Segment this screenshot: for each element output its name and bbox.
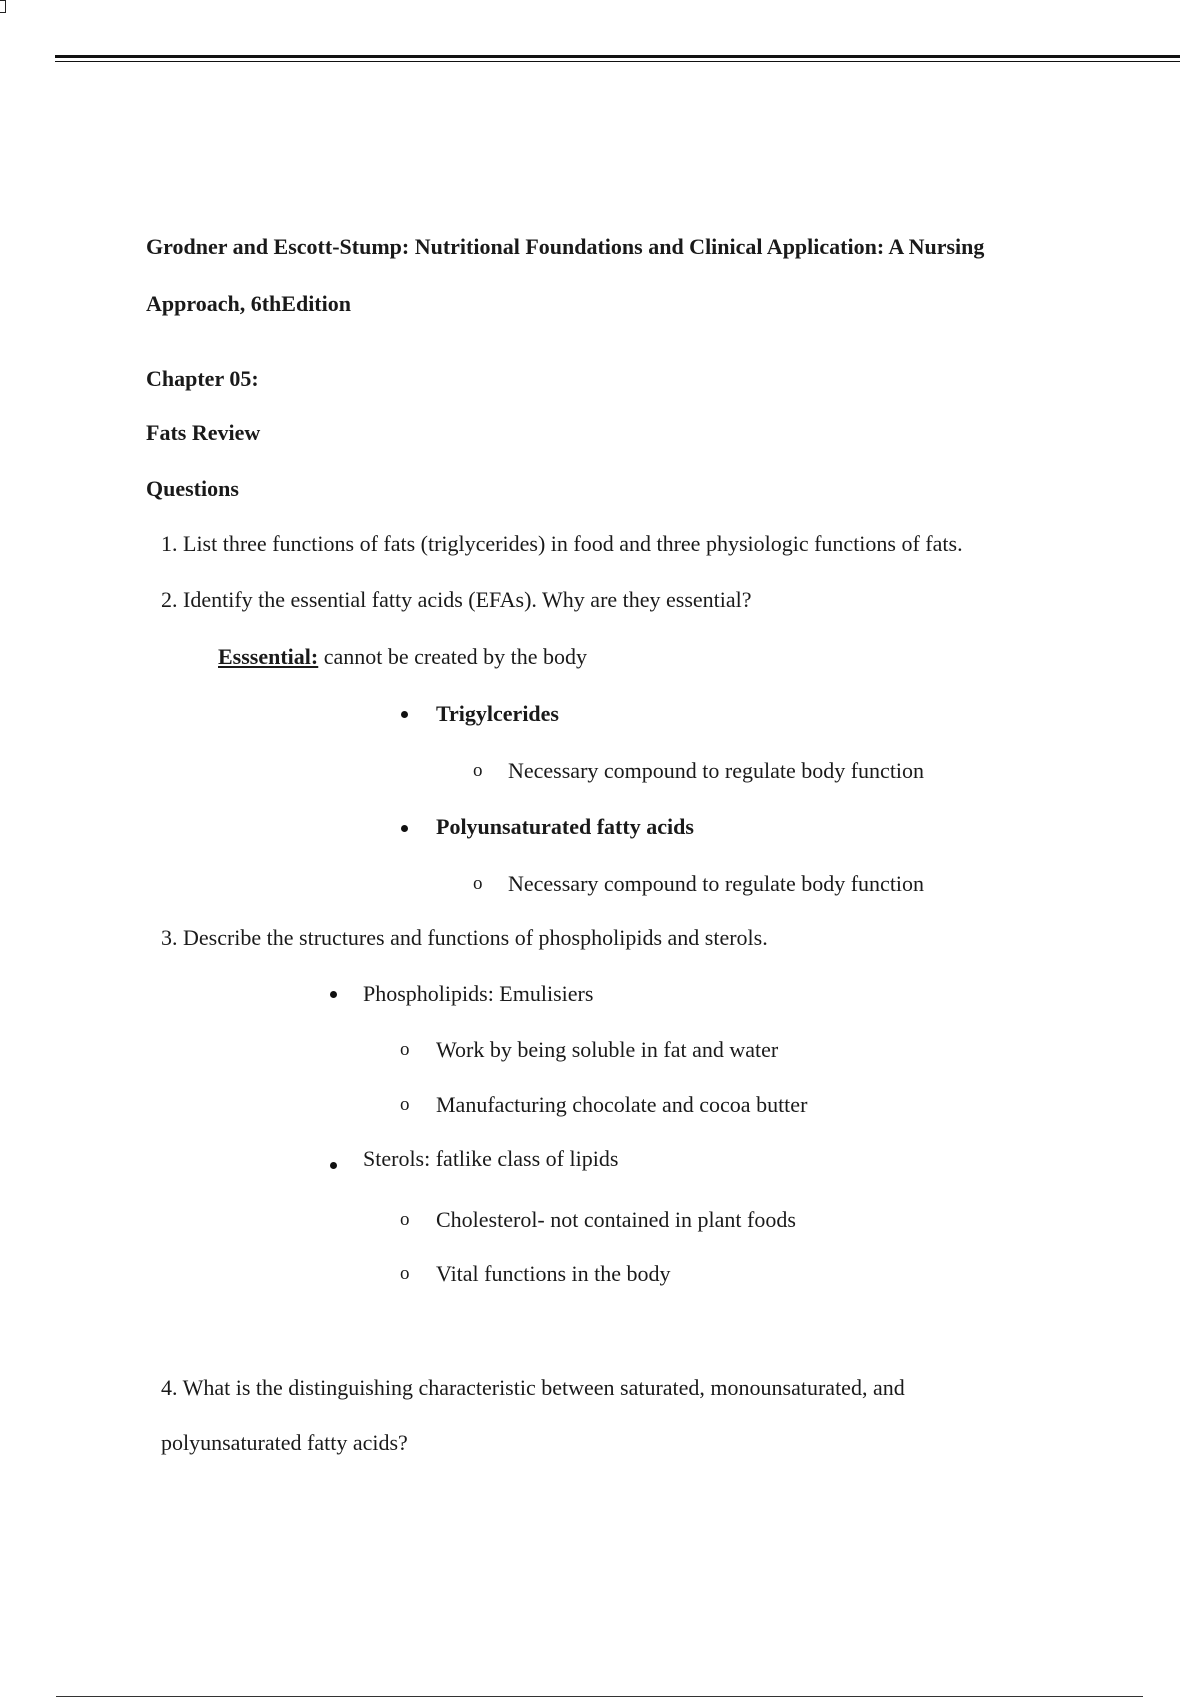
list-item-polyunsaturated: Polyunsaturated fatty acids [436,814,694,839]
list-item-trigylcerides: Trigylcerides [436,701,559,726]
document-title-line2: Approach, 6thEdition [146,291,351,316]
sub-bullet-icon: o [400,1263,410,1284]
sub-list-item: Necessary compound to regulate body function [508,758,925,783]
essential-definition [218,643,587,671]
question-2: 2. Identify the essential fatty acids (EFAs). Why are they essential? [161,587,752,612]
bullet-icon [401,825,408,832]
essential-text: cannot be created by the body [318,644,588,669]
sub-list-item: Work by being soluble in fat and water [436,1037,779,1062]
bullet-icon [330,1162,337,1169]
sub-bullet-icon: o [473,873,483,894]
bullet-icon [401,711,408,718]
header-rule-thin [55,61,1180,62]
header-rule-thick [55,55,1180,58]
document-title-line1: Grodner and Escott-Stump: Nutritional Foundations and Clinical Application: A Nursing [146,234,985,259]
question-3: 3. Describe the structures and functions of phospholipids and sterols. [161,925,768,950]
corner-crop-mark [0,0,6,13]
chapter-heading: Chapter 05: [146,366,259,391]
footer-rule [56,1696,1143,1697]
question-4-line1: 4. What is the distinguishing characteristic between saturated, monounsaturated, and [161,1375,905,1400]
sub-bullet-icon: o [473,760,483,781]
list-item-sterols: Sterols: fatlike class of lipids [363,1146,619,1171]
sub-list-item: Manufacturing chocolate and cocoa butter [436,1092,808,1117]
bullet-icon [330,991,337,998]
sub-list-item: Vital functions in the body [436,1261,671,1286]
question-4-line2: polyunsaturated fatty acids? [161,1430,408,1455]
list-item-phospholipids: Phospholipids: Emulisiers [363,981,594,1006]
sub-bullet-icon: o [400,1094,410,1115]
sub-list-item: Necessary compound to regulate body function [508,871,925,896]
questions-heading: Questions [146,476,239,501]
essential-label: Esssential: [218,644,319,669]
section-heading: Fats Review [146,420,261,445]
question-1: 1. List three functions of fats (triglycerides) in food and three physiologic functions of fats. [161,531,963,556]
sub-bullet-icon: o [400,1039,410,1060]
sub-list-item: Cholesterol- not contained in plant foods [436,1207,796,1232]
sub-bullet-icon: o [400,1209,410,1230]
